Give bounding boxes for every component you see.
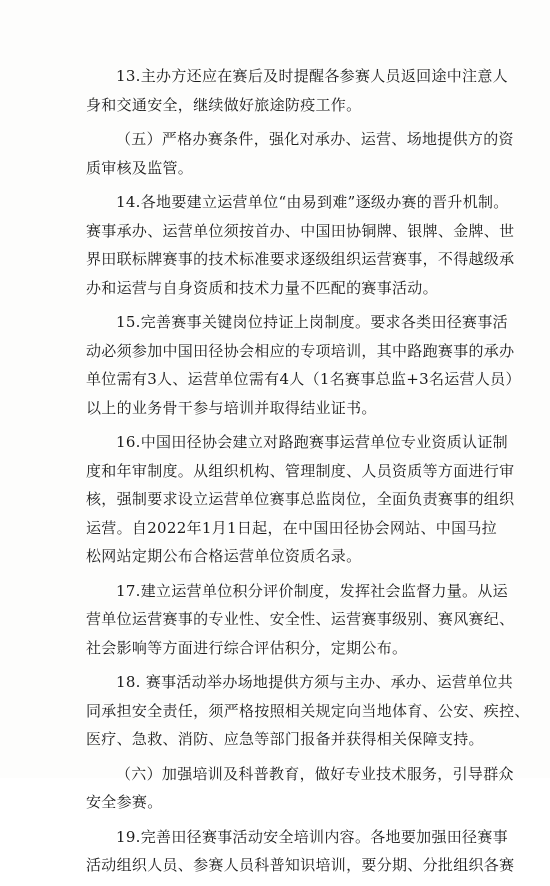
text-line: 核，强制要求设立运营单位赛事总监岗位，全面负责赛事的组织 [86,490,515,508]
paragraph-15 [86,308,521,422]
text-line: 赛事承办、运营单位须按首办、中国田协铜牌、银牌、金牌、世 [86,221,515,240]
text-line: 单位需有3人、运营单位需有4人（1名赛事总监+3名运营人员） [86,370,521,388]
paragraph-17 [86,577,515,663]
text-line: 安全参赛。 [86,793,163,811]
text-line: 身和交通安全，继续做好旅途防疫工作。 [86,95,362,114]
text-line: 松网站定期公布合格运营单位资质名录。 [86,547,362,565]
text-line: 质审核及监管。 [86,158,194,177]
text-line: 19.完善田径赛事活动安全培训内容。各地要加强田径赛事 [116,827,508,846]
text-line: 界田联标牌赛事的技术标准要求逐级组织运营赛事，不得越级承 [86,250,515,268]
text-line: 18. 赛事活动举办场地提供方须与主办、承办、运营单位共 [116,673,514,691]
text-line: 以上的业务骨干参与培训并取得结业证书。 [86,398,377,417]
text-line: 动必须参加中国田径协会相应的专项培训，其中路跑赛事的承办 [86,341,515,360]
paragraph-19 [86,823,515,880]
text-line: 同承担安全责任，须严格按照相关规定向当地体育、公安、疾控、 [86,701,530,720]
text-line: 16.中国田径协会建立对路跑赛事运营单位专业资质认证制 [116,433,508,451]
text-line: 度和年审制度。从组织机构、管理制度、人员资质等方面进行审 [86,461,515,480]
text-line: 15.完善赛事关键岗位持证上岗制度。要求各类田径赛事活 [116,313,508,331]
text-line: 13.主办方还应在赛后及时提醒各参赛人员返回途中注意人 [116,67,508,85]
text-line: 社会影响等方面进行综合评估积分，定期公布。 [86,638,408,657]
text-line: 办和运营与自身资质和技术力量不匹配的赛事活动。 [86,278,438,297]
text-line: 活动组织人员、参赛人员科普知识培训，要分期、分批组织各赛 [86,856,515,874]
paragraph-14 [86,188,515,302]
text-line: 17.建立运营单位积分评价制度，发挥社会监督力量。从运 [116,581,508,600]
section-heading-5 [86,125,514,182]
paragraph-16 [86,428,515,571]
paragraph-13 [86,62,508,119]
text-line: 医疗、急救、消防、应急等部门报备并获得相关保障支持。 [86,730,484,748]
text-line: 运营。自2022年1月1日起，在中国田径协会网站、中国马拉 [86,518,497,537]
text-line: 营单位运营赛事的专业性、安全性、运营赛事级别、赛风赛纪、 [86,610,515,628]
text-line: 14.各地要建立运营单位“由易到难”逐级办赛的晋升机制。 [116,193,509,211]
text-line: （五）严格办赛条件，强化对承办、运营、场地提供方的资 [116,130,514,148]
paragraph-18 [86,668,530,754]
section-heading-6 [86,760,514,817]
document-body [86,62,530,886]
text-line: （六）加强培训及科普教育，做好专业技术服务，引导群众 [116,764,514,783]
